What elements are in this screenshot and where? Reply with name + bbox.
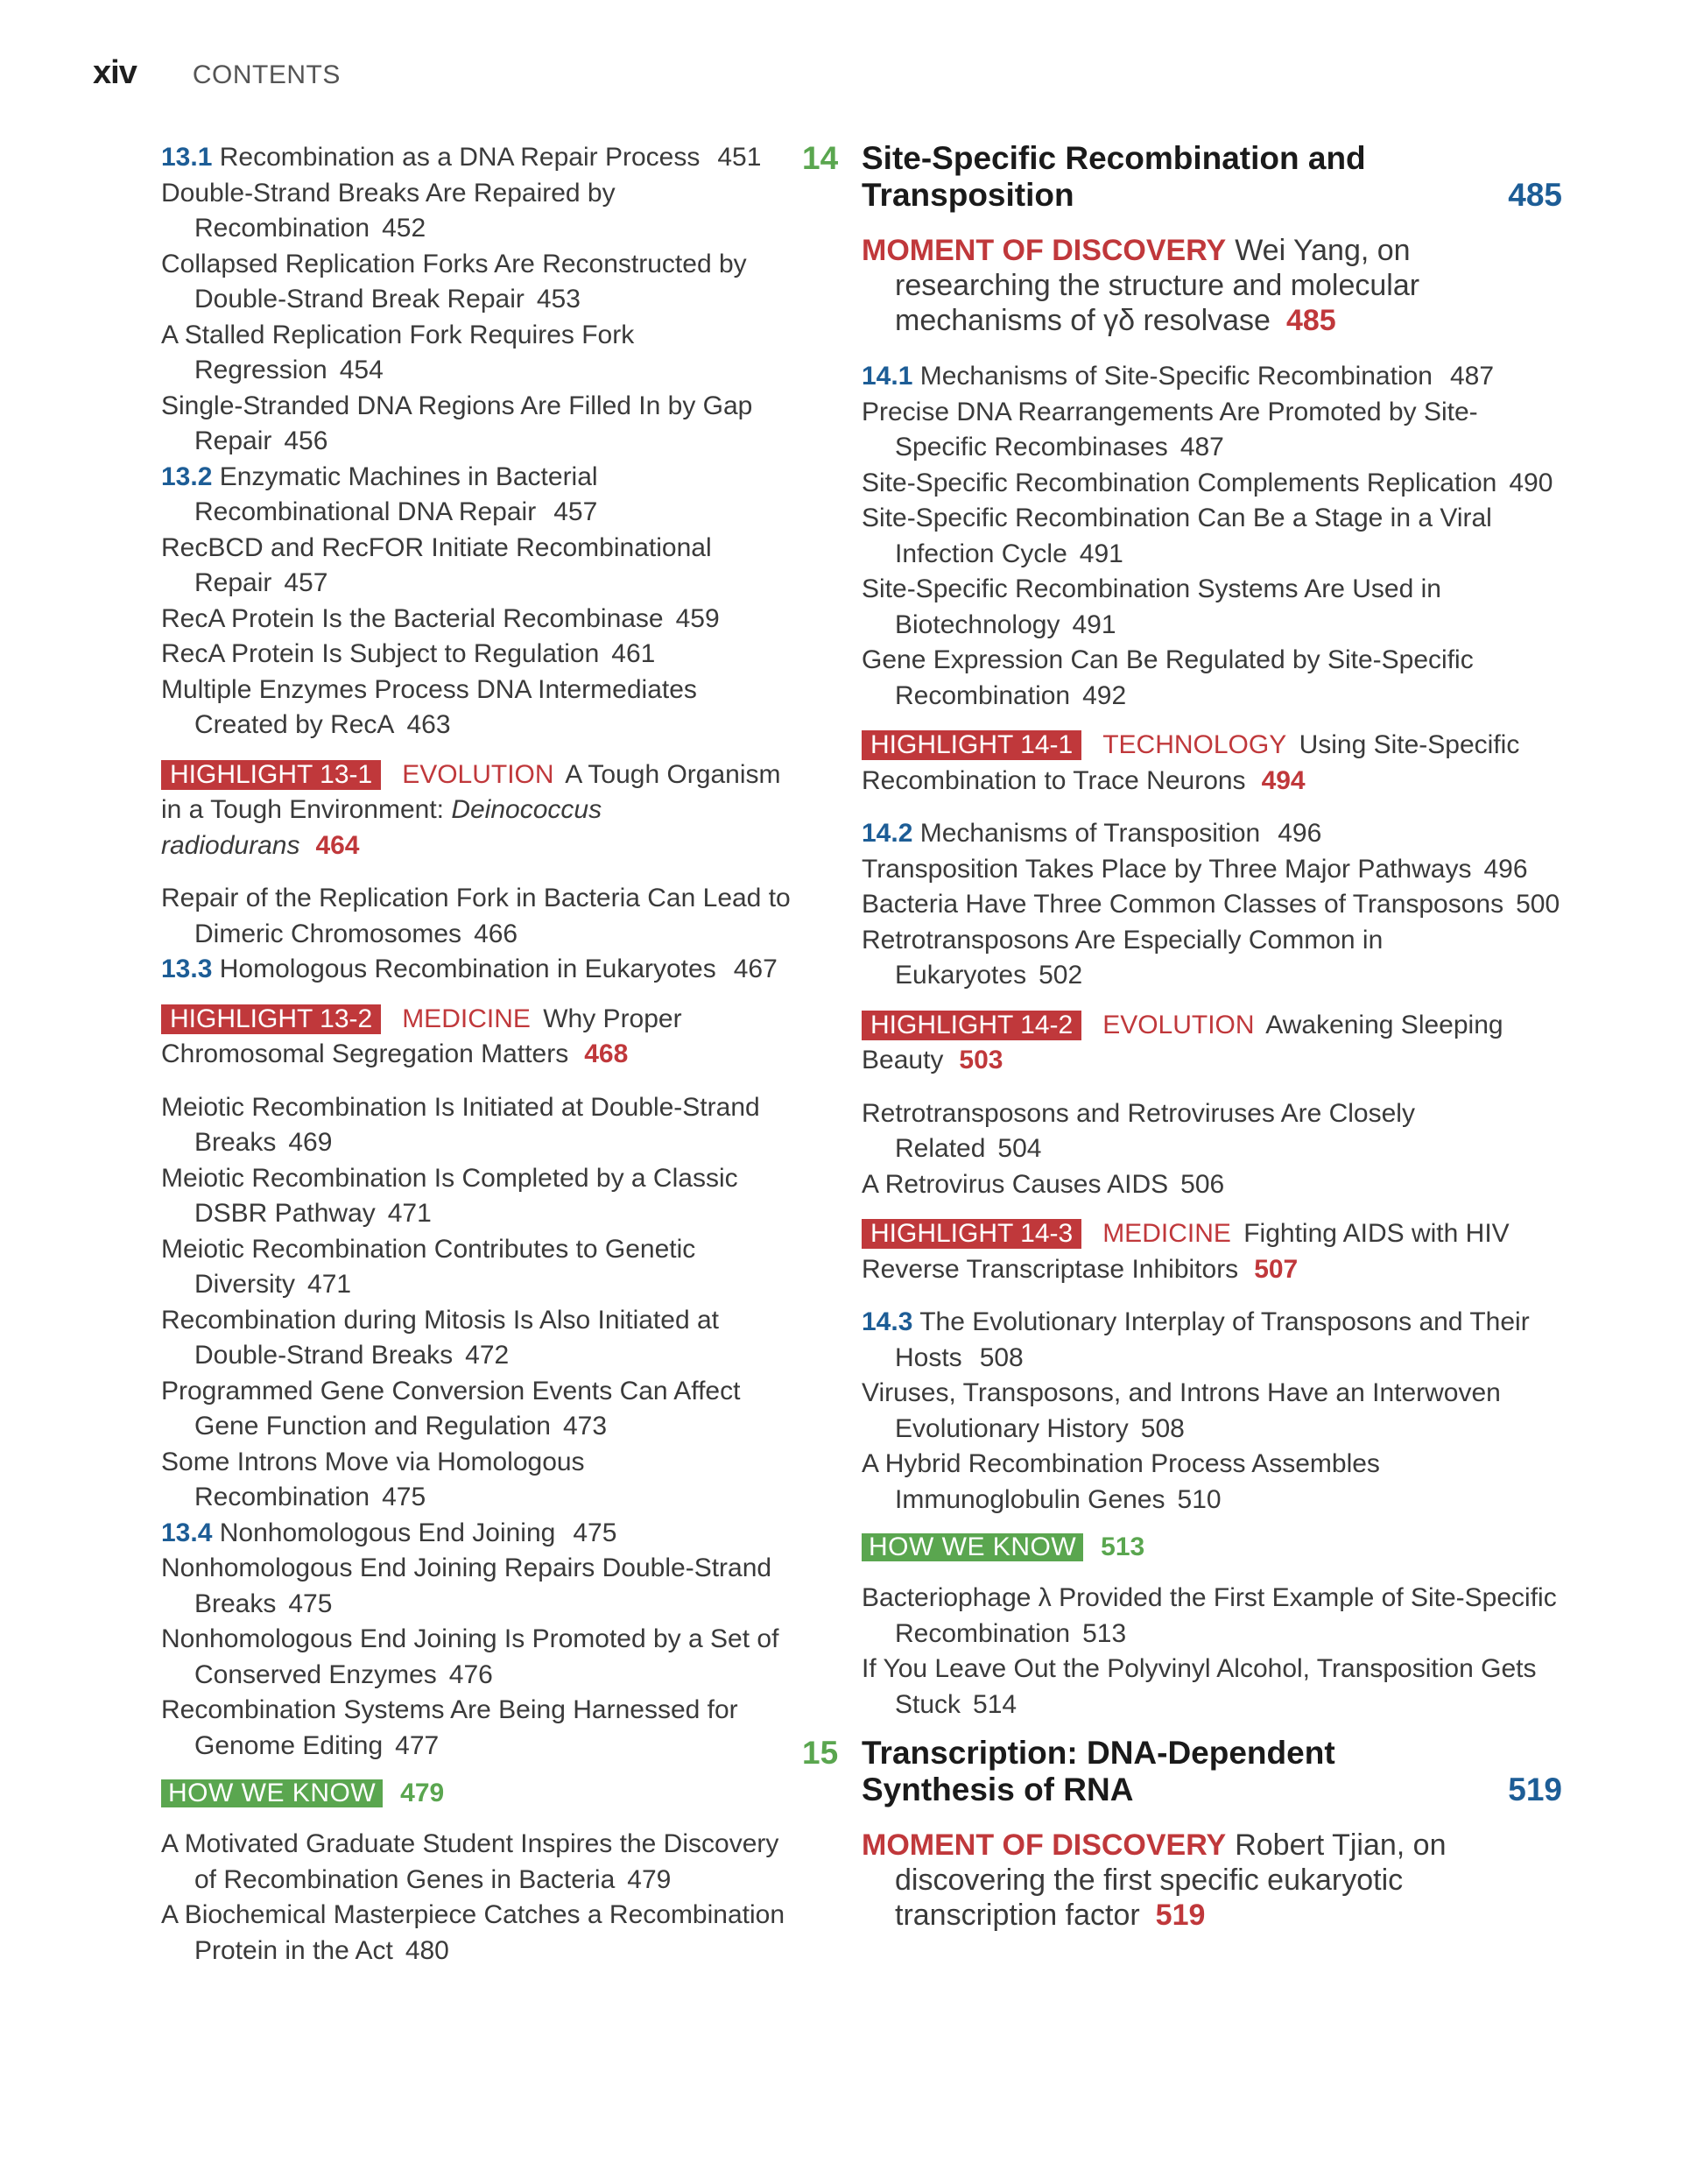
toc-entry <box>862 395 1562 466</box>
entry-title: A Stalled Replication Fork Requires Fork Regression <box>161 320 635 384</box>
page-header <box>93 54 341 98</box>
entry-page: 492 <box>1082 680 1127 710</box>
entry-page: 502 <box>1039 961 1083 990</box>
highlight-14-2 <box>862 1008 1562 1079</box>
entry-title: Retrotransposons Are Especially Common in Eukaryotes <box>862 925 1384 990</box>
toc-entry <box>862 466 1562 502</box>
highlight-page: 507 <box>1254 1254 1299 1284</box>
entry-title: Repair of the Replication Fork in Bacteria Can Lead to Dimeric Chromosomes <box>161 884 791 948</box>
entry-page: 475 <box>382 1483 426 1511</box>
moment-of-discovery-14 <box>862 233 1562 338</box>
entry-title: Mechanisms of Site-Specific Recombination <box>919 362 1433 391</box>
highlight-13-2 <box>161 1002 792 1073</box>
toc-entry <box>161 176 792 247</box>
entry-title: The Evolutionary Interplay of Transposons and Their Hosts <box>895 1307 1530 1372</box>
entry-page: 487 <box>1449 362 1495 391</box>
entry-title: Bacteriophage λ Provided the First Example of Site-Specific Recombination <box>862 1583 1557 1648</box>
how-we-know-13 <box>161 1776 792 1811</box>
entry-page: 467 <box>733 955 778 983</box>
chapter-number: 14 <box>802 140 839 176</box>
entry-page: 510 <box>1177 1484 1222 1514</box>
entry-title: A Biochemical Masterpiece Catches a Recombination Protein in the Act <box>161 1900 785 1965</box>
highlight-tag: HIGHLIGHT 14-1 <box>862 730 1081 760</box>
entry-title: Homologous Recombination in Eukaryotes <box>219 955 716 983</box>
toc-group <box>862 1581 1562 1723</box>
entry-title: Site-Specific Recombination Complements Replication <box>862 468 1497 497</box>
toc-section-entry <box>161 1516 792 1552</box>
entry-title: Retrotransposons and Retroviruses Are Closely Related <box>862 1098 1415 1163</box>
page-number: xiv <box>93 54 137 91</box>
entry-title: Meiotic Recombination Is Initiated at Double-Strand Breaks <box>161 1092 760 1157</box>
entry-title: Nonhomologous End Joining Repairs Double-Strand Breaks <box>161 1553 772 1618</box>
mod-label: MOMENT OF DISCOVERY <box>862 1828 1227 1862</box>
mod-label: MOMENT OF DISCOVERY <box>862 234 1227 267</box>
highlight-category: MEDICINE <box>1102 1219 1231 1248</box>
highlight-category: MEDICINE <box>402 1004 531 1033</box>
entry-page: 471 <box>307 1270 352 1299</box>
highlight-page: 494 <box>1261 765 1306 795</box>
entry-page: 513 <box>1082 1618 1127 1648</box>
entry-title: Single-Stranded DNA Regions Are Filled In by Gap Repair <box>161 391 753 455</box>
highlight-tag: HIGHLIGHT 14-2 <box>862 1011 1081 1040</box>
toc-entry <box>862 1167 1562 1203</box>
highlight-page: 468 <box>584 1039 629 1068</box>
how-we-know-page: 513 <box>1101 1532 1145 1561</box>
entry-title: RecBCD and RecFOR Initiate Recombinational Repair <box>161 532 712 597</box>
entry-page: 461 <box>611 639 656 668</box>
entry-page: 459 <box>675 603 720 633</box>
toc-section-entry <box>161 140 792 176</box>
entry-title: Nonhomologous End Joining <box>219 1518 556 1547</box>
mod-page: 519 <box>1155 1899 1206 1932</box>
toc-group <box>161 881 792 988</box>
entry-page: 454 <box>339 356 384 384</box>
running-head: CONTENTS <box>192 60 341 89</box>
entry-page: 453 <box>536 285 581 314</box>
entry-title: Enzymatic Machines in Bacterial Recombinational DNA Repair <box>194 461 598 526</box>
toc-section-entry <box>161 460 792 531</box>
entry-title: Multiple Enzymes Process DNA Intermediates Created by RecA <box>161 674 697 739</box>
chapter-title: Site-Specific Recombination and Transposition <box>862 140 1366 213</box>
highlight-tag: HIGHLIGHT 13-1 <box>161 760 381 790</box>
entry-page: 508 <box>979 1342 1024 1372</box>
chapter-title: Transcription: DNA-Dependent Synthesis of RNA <box>862 1735 1335 1807</box>
entry-title: Some Introns Move via Homologous Recombination <box>161 1447 585 1511</box>
entry-page: 514 <box>973 1689 1017 1719</box>
entry-title: Recombination as a DNA Repair Process <box>219 143 701 172</box>
moment-of-discovery-15 <box>862 1828 1562 1933</box>
chapter-number: 15 <box>802 1735 839 1771</box>
toc-entry <box>161 1232 792 1303</box>
section-number: 13.3 <box>161 955 213 983</box>
toc-entry <box>161 673 792 743</box>
toc-entry <box>862 501 1562 572</box>
toc-entry <box>161 247 792 318</box>
entry-page: 456 <box>284 426 328 455</box>
entry-page: 451 <box>717 143 762 172</box>
highlight-page: 464 <box>315 830 360 860</box>
toc-entry <box>862 1447 1562 1518</box>
toc-entry <box>161 1445 792 1516</box>
entry-title: Viruses, Transposons, and Introns Have an Interwoven Evolutionary History <box>862 1378 1501 1443</box>
toc-entry <box>862 572 1562 643</box>
entry-page: 457 <box>284 568 328 597</box>
toc-group <box>161 1090 792 1765</box>
entry-page: 487 <box>1179 433 1224 461</box>
entry-page: 469 <box>288 1128 333 1157</box>
entry-title: Collapsed Replication Forks Are Reconstructed by Double-Strand Break Repair <box>161 249 747 314</box>
toc-entry <box>862 1652 1562 1723</box>
toc-entry <box>161 531 792 602</box>
entry-title: Recombination Systems Are Being Harnessed for Genome Editing <box>161 1695 738 1760</box>
highlight-14-1 <box>862 728 1562 799</box>
entry-page: 480 <box>405 1935 449 1965</box>
toc-group <box>161 1827 792 1969</box>
entry-page: 477 <box>395 1730 440 1760</box>
entry-page: 496 <box>1483 854 1528 884</box>
entry-page: 491 <box>1079 539 1123 568</box>
entry-title: Programmed Gene Conversion Events Can Affect Gene Function and Regulation <box>161 1376 741 1441</box>
highlight-title: Why Proper Chromosomal Segregation Matters <box>161 1004 682 1068</box>
entry-title: Meiotic Recombination Is Completed by a Classic DSBR Pathway <box>161 1163 738 1228</box>
how-we-know-tag: HOW WE KNOW <box>161 1779 383 1807</box>
entry-page: 475 <box>573 1518 617 1547</box>
entry-page: 500 <box>1516 890 1560 919</box>
entry-title: RecA Protein Is Subject to Regulation <box>161 639 600 668</box>
entry-title: A Hybrid Recombination Process Assembles Immunoglobulin Genes <box>862 1449 1380 1514</box>
entry-page: 476 <box>448 1659 493 1689</box>
toc-group <box>862 359 1562 714</box>
entry-page: 475 <box>288 1589 333 1618</box>
toc-entry <box>161 1161 792 1232</box>
highlight-category: EVOLUTION <box>1102 1010 1255 1039</box>
highlight-14-3 <box>862 1216 1562 1287</box>
section-number: 14.3 <box>862 1307 913 1336</box>
highlight-category: TECHNOLOGY <box>1102 730 1287 759</box>
toc-entry <box>862 1096 1562 1167</box>
entry-title: A Motivated Graduate Student Inspires the Discovery of Recombination Genes in Bacteria <box>161 1829 779 1894</box>
highlight-page: 503 <box>959 1046 1003 1074</box>
toc-section-entry <box>862 359 1562 395</box>
toc-entry <box>161 1090 792 1161</box>
highlight-species: Deinococcus radiodurans <box>161 795 602 860</box>
toc-entry <box>161 881 792 952</box>
section-number: 14.2 <box>862 819 913 848</box>
entry-title: Mechanisms of Transposition <box>919 819 1261 848</box>
toc-entry <box>161 602 792 638</box>
chapter-page: 485 <box>1508 177 1562 213</box>
entry-page: 506 <box>1180 1169 1225 1199</box>
entry-page: 508 <box>1140 1413 1185 1443</box>
toc-entry <box>161 1303 792 1374</box>
entry-page: 473 <box>562 1412 608 1441</box>
section-number: 14.1 <box>862 362 913 391</box>
toc-section-entry <box>862 816 1562 852</box>
toc-entry <box>862 1376 1562 1447</box>
entry-title: A Retrovirus Causes AIDS <box>862 1169 1169 1199</box>
toc-entry <box>161 1827 792 1898</box>
chapter-14-heading <box>802 140 1562 214</box>
toc-entry <box>161 637 792 673</box>
how-we-know-14 <box>862 1530 1562 1565</box>
mod-text: Wei Yang, on researching the structure and molecular mechanisms of γδ resolvase <box>895 234 1420 337</box>
entry-title: Meiotic Recombination Contributes to Genetic Diversity <box>161 1234 696 1299</box>
toc-entry <box>862 852 1562 888</box>
toc-group <box>161 140 792 743</box>
left-column <box>161 140 792 1969</box>
toc-entry <box>161 1622 792 1693</box>
entry-page: 452 <box>382 214 426 243</box>
chapter-page: 519 <box>1508 1772 1562 1807</box>
toc-group <box>862 1305 1562 1518</box>
toc-entry <box>161 1693 792 1764</box>
toc-entry <box>862 1581 1562 1652</box>
entry-title: RecA Protein Is the Bacterial Recombinase <box>161 603 664 633</box>
entry-page: 490 <box>1509 468 1553 497</box>
entry-title: If You Leave Out the Polyvinyl Alcohol, Transposition Gets Stuck <box>862 1654 1537 1719</box>
highlight-title: Fighting AIDS with HIV Reverse Transcriptase Inhibitors <box>862 1219 1510 1284</box>
toc-entry <box>862 643 1562 714</box>
toc-entry <box>862 887 1562 923</box>
toc-group <box>862 816 1562 994</box>
entry-title: Site-Specific Recombination Can Be a Stage in a Viral Infection Cycle <box>862 504 1492 568</box>
entry-page: 491 <box>1072 609 1116 639</box>
section-number: 13.4 <box>161 1518 213 1547</box>
entry-title: Site-Specific Recombination Systems Are Used in Biotechnology <box>862 574 1441 639</box>
toc-entry <box>161 389 792 460</box>
entry-page: 466 <box>474 919 518 948</box>
entry-title: Transposition Takes Place by Three Major Pathways <box>862 854 1472 884</box>
highlight-title: A Tough Organism in a Tough Environment: <box>161 759 781 824</box>
entry-title: Recombination during Mitosis Is Also Initiated at Double-Strand Breaks <box>161 1305 719 1370</box>
highlight-title: Awakening Sleeping Beauty <box>862 1010 1503 1074</box>
mod-text: Robert Tjian, on discovering the first specific eukaryotic transcription factor <box>895 1828 1447 1932</box>
toc-entry <box>862 923 1562 994</box>
toc-section-entry <box>862 1305 1562 1376</box>
highlight-category: EVOLUTION <box>402 759 554 789</box>
mod-page: 485 <box>1285 304 1336 337</box>
toc-entry <box>161 1374 792 1445</box>
how-we-know-tag: HOW WE KNOW <box>862 1533 1083 1561</box>
entry-page: 479 <box>627 1864 672 1894</box>
highlight-tag: HIGHLIGHT 14-3 <box>862 1219 1081 1249</box>
how-we-know-page: 479 <box>400 1779 445 1807</box>
entry-title: Bacteria Have Three Common Classes of Transposons <box>862 890 1504 919</box>
highlight-13-1 <box>161 757 792 864</box>
entry-title: Nonhomologous End Joining Is Promoted by a Set of Conserved Enzymes <box>161 1624 779 1689</box>
entry-page: 457 <box>553 497 598 526</box>
entry-page: 496 <box>1278 819 1322 848</box>
entry-page: 472 <box>465 1341 510 1370</box>
toc-section-entry <box>161 952 792 988</box>
entry-page: 463 <box>406 710 451 739</box>
entry-page: 504 <box>997 1134 1042 1163</box>
highlight-title: Using Site-Specific Recombination to Trace Neurons <box>862 730 1520 795</box>
entry-page: 471 <box>387 1199 432 1228</box>
toc-entry <box>161 1898 792 1969</box>
section-number: 13.2 <box>161 461 213 491</box>
chapter-15-heading <box>802 1735 1562 1808</box>
entry-title: Precise DNA Rearrangements Are Promoted by Site-Specific Recombinases <box>862 397 1478 461</box>
right-column <box>802 140 1562 1954</box>
toc-entry <box>161 1551 792 1622</box>
toc-entry <box>161 318 792 389</box>
section-number: 13.1 <box>161 143 213 172</box>
entry-title: Gene Expression Can Be Regulated by Site-Specific Recombination <box>862 645 1474 710</box>
entry-title: Double-Strand Breaks Are Repaired by Recombination <box>161 178 616 243</box>
highlight-tag: HIGHLIGHT 13-2 <box>161 1004 381 1034</box>
toc-group <box>862 1096 1562 1203</box>
